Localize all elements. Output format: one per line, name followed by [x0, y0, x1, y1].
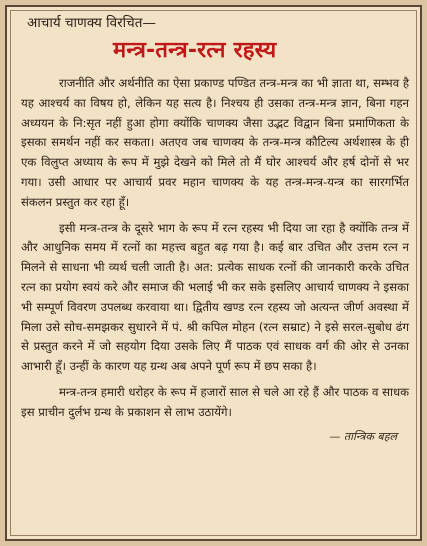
- author-signature: — तान्त्रिक बहल: [329, 429, 397, 443]
- page-content: [21, 13, 409, 444]
- page-title: मन्त्र-तन्त्र-रत्न रहस्य: [113, 38, 277, 63]
- page-subtitle: आचार्य चाणक्य विरचित—: [27, 15, 156, 31]
- paragraph-1: राजनीति और अर्थनीति का ऐसा प्रकाण्ड पण्डित तन्त्र-मन्त्र का भी ज्ञाता था, सम्भव है यह आश्चर्य का विषय हो, लेकिन यह सत्य है। निश्चय ही उसका तन्त्र-मन्त्र ज्ञान, बिना गहन अध्ययन के नि:सृत नहीं हुआ होगा क्योंकि चाणक्य जैसा उद्भट विद्वान बिना प्रमाणिकता के इसका समर्थन नहीं कर सकता। अतएव जब चाणक्य के तन्त्र-मन्त्र कौटिल्य अर्थशास्त्र के ही एक विलुप्त अध्याय के रूप में मुझे देखने को मिले तो मैं घोर आश्चर्य और हर्ष दोनों से भर गया। उसी आधार पर आचार्य प्रवर महान चाणक्य के यह तन्त्र-मन्त्र-यन्त्र का सारगर्भित संकलन प्रस्तुत कर रहा हूँ।: [21, 76, 409, 209]
- paragraph-3: मन्त्र-तन्त्र हमारी धरोहर के रूप में हजारों साल से चले आ रहे हैं और पाठक व साधक इस प्राचीन दुर्लभ ग्रन्थ के प्रकाशन से लाभ उठायेंगे।: [21, 384, 409, 419]
- page-border: [5, 5, 422, 541]
- paragraph-2: इसी मन्त्र-तन्त्र के दूसरे भाग के रूप में रत्न रहस्य भी दिया जा रहा है क्योंकि तन्त्र में और आधुनिक समय में रत्नों का महत्त्व बहुत बढ़ गया है। कई बार उचित और उत्तम रत्न न मिलने से साधना भी व्यर्थ चली जाती है। अत: प्रत्येक साधक रत्नों की जानकारी करके उचित रत्न का प्रयोग स्वयं करे और समाज की भलाई भी कर सके इसलिए आचार्य चाणक्य ने इसका भी सम्पूर्ण विवरण उपलब्ध करवाया था। द्वितीय खण्ड रत्न रहस्य जो अत्यन्त जीर्ण अवस्था में मिला उसे सोच-समझकर सुधारने में पं. श्री कपिल मोहन (रत्न सम्राट) ने इसे सरल-सुबोध ढंग से प्रस्तुत करने में जो सहयोग दिया उसके लिए मैं पाठक एवं साधक वर्ग की ओर से उनका आभारी हूँ। उन्हीं के कारण यह ग्रन्थ अब अपने पूर्ण रूप में छप सका है।: [21, 220, 409, 374]
